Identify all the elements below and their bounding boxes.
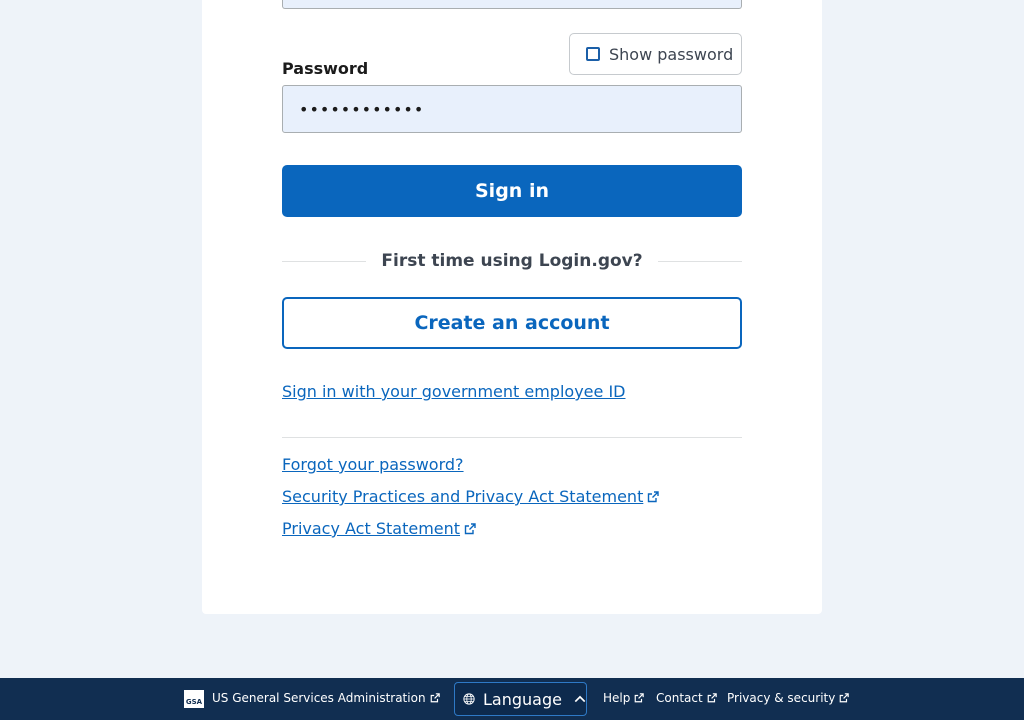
first-time-heading: First time using Login.gov? <box>381 251 643 271</box>
help-label: Help <box>603 691 631 705</box>
first-time-divider <box>282 248 742 274</box>
show-password-label: Show password <box>609 44 734 64</box>
email-input[interactable] <box>282 0 742 9</box>
sign-in-button[interactable]: Sign in <box>282 165 742 217</box>
security-practices-link[interactable] <box>282 487 659 506</box>
divider-line-right <box>658 261 742 262</box>
gsa-label: US General Services Administration <box>212 691 426 705</box>
site-footer <box>0 678 1024 720</box>
section-divider <box>282 437 742 438</box>
contact-label: Contact <box>656 691 703 705</box>
piv-sign-in-link[interactable]: Sign in with your government employee ID <box>282 382 626 401</box>
password-input[interactable]: •••••••••••• <box>282 85 742 133</box>
chevron-up-icon <box>574 694 586 704</box>
privacy-act-link[interactable] <box>282 519 476 538</box>
help-link[interactable] <box>603 691 644 705</box>
globe-icon <box>463 692 475 706</box>
language-label: Language <box>483 689 562 709</box>
external-link-icon <box>647 491 659 503</box>
contact-link[interactable] <box>656 691 717 705</box>
sign-in-card <box>202 0 822 614</box>
divider-line-left <box>282 261 366 262</box>
privacy-security-link[interactable] <box>727 691 849 705</box>
language-button[interactable] <box>454 682 587 716</box>
gsa-logo: GSA <box>184 690 204 708</box>
privacy-security-label: Privacy & security <box>727 691 836 705</box>
external-link-icon <box>430 693 440 703</box>
security-practices-label: Security Practices and Privacy Act Statement <box>282 487 644 506</box>
create-account-button[interactable]: Create an account <box>282 297 742 349</box>
forgot-password-link[interactable]: Forgot your password? <box>282 455 464 474</box>
external-link-icon <box>707 693 717 703</box>
privacy-act-label: Privacy Act Statement <box>282 519 461 538</box>
show-password-toggle[interactable] <box>569 33 742 75</box>
password-label: Password <box>282 59 369 78</box>
show-password-checkbox[interactable] <box>586 47 600 61</box>
gsa-link[interactable] <box>212 691 440 705</box>
external-link-icon <box>634 693 644 703</box>
external-link-icon <box>464 523 476 535</box>
external-link-icon <box>839 693 849 703</box>
